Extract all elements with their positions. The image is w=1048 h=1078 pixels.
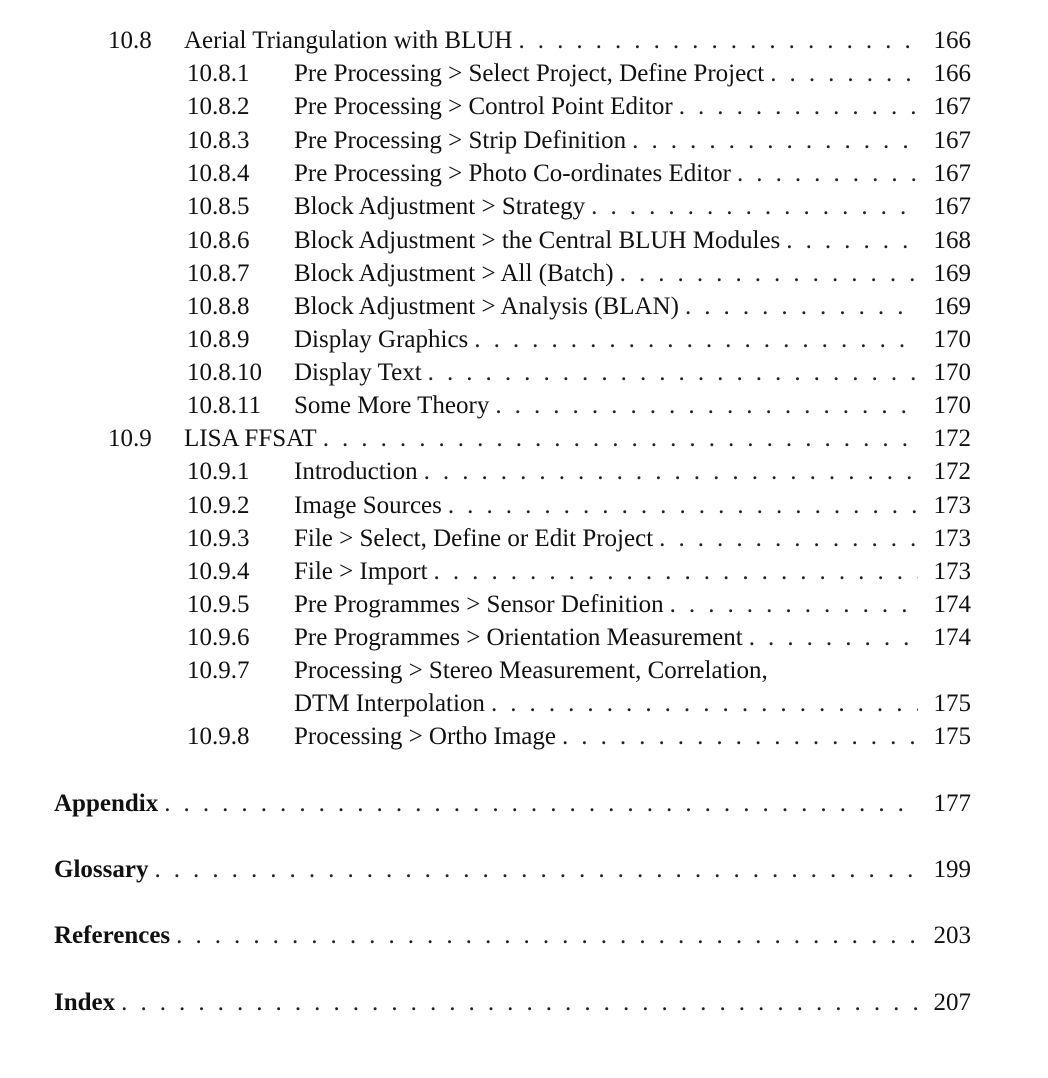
page-number: 173 xyxy=(933,525,971,552)
toc-entry-continuation[interactable] xyxy=(0,687,1048,721)
page-number: 167 xyxy=(933,193,971,220)
section-number: 10.8.10 xyxy=(187,359,262,386)
toc-entry[interactable] xyxy=(0,621,1048,655)
dot-leader xyxy=(679,90,918,124)
toc-entry[interactable] xyxy=(0,90,1048,124)
dot-leader xyxy=(786,224,918,258)
section-number: 10.8.11 xyxy=(187,392,262,419)
toc-entry[interactable] xyxy=(0,57,1048,91)
toc-entry[interactable] xyxy=(0,522,1048,556)
toc-entry[interactable] xyxy=(0,24,1048,58)
section-title: Block Adjustment > the Central BLUH Modules xyxy=(294,227,781,254)
page-number: 166 xyxy=(933,60,971,87)
section-title: Image Sources xyxy=(294,492,442,519)
page-number: 175 xyxy=(933,690,971,717)
toc-entry[interactable] xyxy=(0,422,1048,456)
section-title: Pre Processing > Control Point Editor xyxy=(294,93,673,120)
section-number: 10.9.4 xyxy=(187,558,250,585)
chapter-title: References xyxy=(54,922,171,949)
section-number: 10.8.6 xyxy=(187,227,250,254)
section-number: 10.8.7 xyxy=(187,260,250,287)
section-number: 10.8.2 xyxy=(187,93,250,120)
page-number: 174 xyxy=(933,624,971,651)
section-title: Block Adjustment > All (Batch) xyxy=(294,260,614,287)
dot-leader xyxy=(434,555,918,589)
toc-entry[interactable] xyxy=(0,489,1048,523)
page-number: 168 xyxy=(933,227,971,254)
section-number: 10.9.6 xyxy=(187,624,250,651)
page-number: 170 xyxy=(933,326,971,353)
section-number: 10.9 xyxy=(108,425,152,452)
toc-entry[interactable] xyxy=(0,290,1048,324)
page-number: 175 xyxy=(933,723,971,750)
section-number: 10.8.3 xyxy=(187,127,250,154)
page-number: 166 xyxy=(933,27,971,54)
toc-entry[interactable] xyxy=(0,389,1048,423)
section-number: 10.8.8 xyxy=(187,293,250,320)
page-number: 167 xyxy=(933,93,971,120)
toc-chapter-appendix[interactable] xyxy=(0,787,1048,821)
dot-leader xyxy=(154,853,918,887)
toc-entry[interactable] xyxy=(0,588,1048,622)
section-number: 10.8.9 xyxy=(187,326,250,353)
dot-leader xyxy=(428,356,918,390)
page-number: 170 xyxy=(933,392,971,419)
section-title: File > Import xyxy=(294,558,428,585)
section-number: 10.9.3 xyxy=(187,525,250,552)
page-number: 174 xyxy=(933,591,971,618)
page-number: 199 xyxy=(933,856,971,883)
dot-leader xyxy=(670,588,918,622)
section-number: 10.9.7 xyxy=(187,657,250,684)
section-title: Pre Processing > Select Project, Define Project xyxy=(294,60,765,87)
toc-entry[interactable] xyxy=(0,720,1048,754)
section-title: Block Adjustment > Strategy xyxy=(294,193,586,220)
toc-entry[interactable] xyxy=(0,157,1048,191)
page-number: 167 xyxy=(933,127,971,154)
page-number: 170 xyxy=(933,359,971,386)
section-number: 10.8.5 xyxy=(187,193,250,220)
toc-chapter-glossary[interactable] xyxy=(0,853,1048,887)
dot-leader xyxy=(659,522,918,556)
dot-leader xyxy=(121,986,918,1020)
toc-chapter-references[interactable] xyxy=(0,919,1048,953)
section-title: Processing > Ortho Image xyxy=(294,723,556,750)
section-number: 10.9.2 xyxy=(187,492,250,519)
toc-entry[interactable] xyxy=(0,555,1048,589)
toc-entry[interactable] xyxy=(0,190,1048,224)
dot-leader xyxy=(591,190,918,224)
dot-leader xyxy=(164,787,918,821)
page-number: 207 xyxy=(933,989,971,1016)
dot-leader xyxy=(632,124,918,158)
section-title: Display Text xyxy=(294,359,422,386)
toc-entry[interactable] xyxy=(0,257,1048,291)
toc-entry[interactable] xyxy=(0,224,1048,258)
dot-leader xyxy=(518,24,918,58)
section-title: File > Select, Define or Edit Project xyxy=(294,525,654,552)
dot-leader xyxy=(474,323,918,357)
dot-leader xyxy=(562,720,918,754)
section-number: 10.8 xyxy=(108,27,152,54)
section-title: Introduction xyxy=(294,458,418,485)
dot-leader xyxy=(685,290,918,324)
section-number: 10.8.1 xyxy=(187,60,250,87)
toc-chapter-index[interactable] xyxy=(0,986,1048,1020)
page-number: 172 xyxy=(933,458,971,485)
section-title: Pre Processing > Photo Co-ordinates Editor xyxy=(294,160,731,187)
page-number: 172 xyxy=(933,425,971,452)
section-title: Aerial Triangulation with BLUH xyxy=(184,27,513,54)
toc-entry[interactable] xyxy=(0,356,1048,390)
chapter-title: Glossary xyxy=(54,856,149,883)
section-title: Processing > Stereo Measurement, Correlation, xyxy=(294,657,768,684)
toc-entry[interactable] xyxy=(0,455,1048,489)
dot-leader xyxy=(620,257,918,291)
page-number: 173 xyxy=(933,492,971,519)
page-number: 203 xyxy=(933,922,971,949)
section-title: Pre Programmes > Sensor Definition xyxy=(294,591,664,618)
section-number: 10.9.8 xyxy=(187,723,250,750)
section-title: Some More Theory xyxy=(294,392,490,419)
dot-leader xyxy=(448,489,918,523)
chapter-title: Index xyxy=(54,989,116,1016)
chapter-title: Appendix xyxy=(54,790,159,817)
section-number: 10.9.1 xyxy=(187,458,250,485)
section-title: Display Graphics xyxy=(294,326,469,353)
page-number: 169 xyxy=(933,293,971,320)
section-title: LISA FFSAT xyxy=(184,425,317,452)
section-number: 10.8.4 xyxy=(187,160,250,187)
section-title: Pre Programmes > Orientation Measurement xyxy=(294,624,743,651)
dot-leader xyxy=(495,389,918,423)
section-title: Block Adjustment > Analysis (BLAN) xyxy=(294,293,679,320)
section-number: 10.9.5 xyxy=(187,591,250,618)
toc-entry[interactable] xyxy=(0,323,1048,357)
dot-leader xyxy=(323,422,918,456)
dot-leader xyxy=(749,621,918,655)
page-number: 177 xyxy=(933,790,971,817)
page-number: 167 xyxy=(933,160,971,187)
dot-leader xyxy=(424,455,918,489)
toc-entry[interactable] xyxy=(0,654,1048,688)
toc-entry[interactable] xyxy=(0,124,1048,158)
dot-leader xyxy=(737,157,918,191)
dot-leader xyxy=(770,57,918,91)
section-title-continuation: DTM Interpolation xyxy=(294,690,485,717)
dot-leader xyxy=(176,919,918,953)
section-title: Pre Processing > Strip Definition xyxy=(294,127,627,154)
page-number: 169 xyxy=(933,260,971,287)
page-number: 173 xyxy=(933,558,971,585)
dot-leader xyxy=(491,687,918,721)
